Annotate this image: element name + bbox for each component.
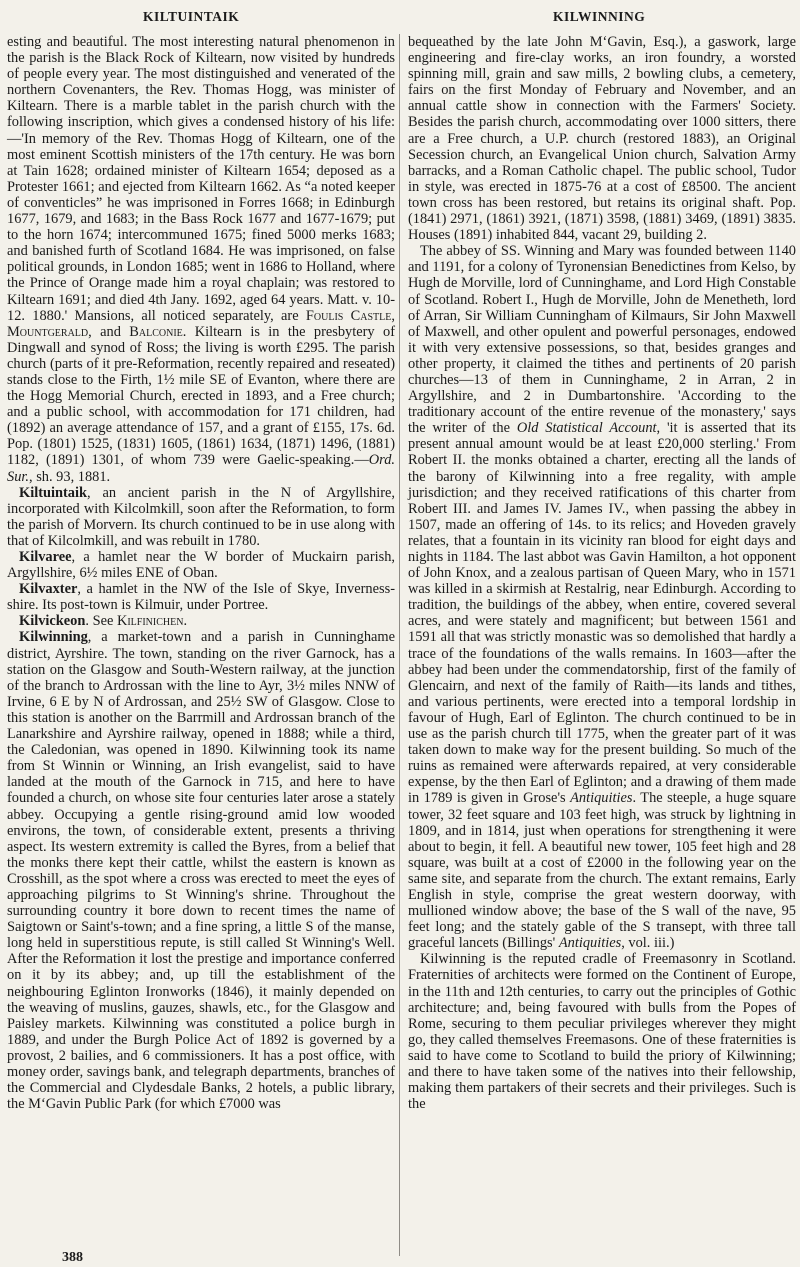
entry-headword: Kilvickeon — [19, 613, 86, 630]
entry-text: , an ancient parish in the N of Argyllshire, incorporated with Kilcolmkill, soon after the Reformation, to form the parish of Morvern. Its church continued to be in use along with that of Kilcolmkill, and was rebuilt in 1780. — [7, 484, 395, 549]
kilwinning-continuation: bequeathed by the late John M‘Gavin, Esq.), a gaswork, large engineering and fire-clay works, an iron foundry, a worsted spinning mill, grain and saw mills, 2 bowling clubs, a cemetery, fairs on the first Monday of February and November, and an annual cattle show in connection with the Farmers' Society. Besides the parish church, accommodating over 1000 sitters, there are a Free church, a U.P. church (restored 1883), an Original Secession church, an Evangelical Union church, Salvation Army barracks, and a Roman Catholic chapel. The public school, Tudor in style, was erected in 1875-76 at a cost of £8500. The ancient town cross has been restored, but retains its original shaft. Pop. (1841) 2971, (1861) 3921, (1871) 3598, (1881) 3469, (1891) 3835. Houses (1891) inhabited 844, vacant 29, building 2. — [408, 34, 796, 244]
billings-antiquities: Antiquities — [558, 935, 622, 952]
entry-kilvaxter — [7, 581, 395, 613]
entry-kilvickeon — [7, 613, 395, 629]
abbey-paragraph — [408, 243, 796, 951]
entry-kilwinning — [7, 629, 395, 1112]
kiltearn-continuation — [7, 34, 395, 485]
entry-text: . — [183, 613, 188, 630]
entry-text: . See — [85, 613, 117, 630]
entry-headword: Kilvaree — [19, 549, 72, 565]
column-divider — [399, 34, 400, 1256]
freemasonry-paragraph: Kilwinning is the reputed cradle of Freemasonry in Scotland. Fraternities of architects were formed on the Continent of Europe, in the 11th and 12th centuries, to carry out the principles of Gothic architecture; and, being favoured with bulls from the Popes of Rome, securing to them peculiar privileges wherever they might go, they called themselves Freemasons. One of these fraternities is said to have come to Scotland to build the priory of Kilwinning; and there to have taken some of the natives into their fellowship, making them partakers of their secrets and their privileges. Such is the — [408, 951, 796, 1113]
ord-sur-tail: , sh. 93, 1881. — [29, 468, 111, 485]
abbey-text: , vol. iii.) — [621, 935, 675, 952]
old-statistical-account: Old Statistical Account — [516, 420, 657, 437]
abbey-text: . The steeple, a huge square tower, 32 feet square and 103 feet high, was struck by lightning in 1809, and in 1814, just when operations for strengthening it were about to begin, it fell. A beautiful new tower, 105 feet high and 28 square, was built at a cost of £2000 in the following year on the same site, and separate from the church. The extant remains, Early English in style, comprise the great western doorway, with mullioned window above; the base of the S wall of the nave, 95 feet long; and the stately gable of the S transept, with three tall graceful lancets (Billings' — [408, 790, 796, 952]
mansion-balconie: Balconie — [129, 323, 183, 340]
entry-headword: Kilvaxter — [19, 581, 78, 598]
cross-reference: Kilfinichen — [116, 613, 184, 630]
mansion-foulis: Foulis Castle — [305, 307, 392, 324]
running-head-right: KILWINNING — [553, 9, 646, 24]
abbey-text: , 'it is asserted that its present annual amount would be at least £20,000 sterling.' From Robert II. the monks obtained a charter, erecting all the lands of the barony of Kilwinning into a free regality, with ample jurisdiction; and they received ratifications of this charter from Robert III. and James IV. James IV., when passing the abbey in 1507, made an offering of 14s. to its relics; and Hoveden gravely relates, that a fountain in its vicinity ran blood for eight days and nights in 1184. The last abbot was Gavin Hamilton, a hot opponent of John Knox, and a zealous partisan of Queen Mary, who in 1571 was killed in a skirmish at Restalrig, near Edinburgh. According to tradition, the buildings of the abbey, when entire, covered several acres, and were stately and magnificent; but between 1561 and 1591 all that was strictly monastic was so demolished that hardly a trace of the foundations of the walls remains. In 1603—after the abbey had been under the commendatorship, first of the family of Glencairn, and next of the family of Raith—its lands and tithes, and various pertinents, were erected into a temporal lordship in favour of Hugh, Earl of Eglinton. The church continued to be in use as the parish church till 1775, when the greater part of it was taken down to make way for the present building. So much of the ruins as remained were afterwards repaired, at very considerable expense, by the then Earl of Eglinton; and a drawing of them made in 1789 is given in Grose's — [408, 420, 796, 807]
entry-headword: Kiltuintaik — [19, 484, 87, 501]
kiltearn-text-end: . Kiltearn is in the presbytery of Dingwall and synod of Ross; the living is worth £295. The parish church (parts of it pre-Reformation, recently repaired and reseated) stands close to the Firth, 1½ mile SE of Evanton, where there are the Hogg Memorial Church, erected in 1893, and a Free church; and a public school, with accommodation for 171 children, had (1892) an average attendance of 157, and a grant of £155, 17s. 6d. Pop. (1801) 1525, (1831) 1605, (1861) 1634, (1871) 1496, (1881) 1182, (1891) 1301, of whom 739 were Gaelic-speaking.— — [7, 323, 395, 469]
right-column — [408, 34, 796, 1112]
entry-text: , a market-town and a parish in Cunninghame district, Ayrshire. The town, standing on the river Garnock, has a station on the Glasgow and South-Western railway, at the junction of the branch to Ardrossan with the line to Ayr, 3½ miles NNW of Irvine, 6 E by N of Ardrossan, and 25½ SW of Glasgow. Close to this station is another on the Barrmill and Ardrossan branch of the Lanarkshire and Ayrshire railway, opened in 1888; while a third, the Caledonian, was opened in 1890. Kilwinning took its name from St Winnin or Winning, an Irish evangelist, said to have landed at the mouth of the Garnock in 715, and here to have founded a church, on whose site four centuries later arose a stately abbey. Occupying a gentle rising-ground amid low wooded environs, the town, of considerable extent, presents a thriving aspect. Its western extremity is called the Byres, from a belief that the monks there kept their cattle, whilst the eastern is known as Crosshill, as the spot where a cross was erected to meet the eyes of approaching pilgrims to St Winning's shrine. Throughout the surrounding country it bore down to recent times the name of Saigtown or Saint's-town; and a fine spring, a little S of the manse, long held in superstitious repute, is still called St Winning's Well. After the Reformation it lost the prestige and importance conferred on it by its abbey; and, up till the establishment of the neighbouring Eglinton Ironworks (1846), it mainly depended on the weaving of muslins, gauzes, shawls, etc., for the Glasgow and Paisley markets. Kilwinning was constituted a police burgh in 1889, and under the Burgh Police Act of 1892 is governed by a provost, 2 bailies, and 6 commissioners. It has a post office, with money order, savings bank, and telegraph departments, branches of the Commercial and Clydesdale Banks, 2 hotels, a public library, the M‘Gavin Public Park (for which £7000 was — [7, 629, 395, 1113]
entry-headword: Kilwinning — [19, 629, 88, 646]
ord-sur-ref: Ord. Sur. — [7, 452, 395, 485]
sep: , and — [88, 323, 130, 340]
abbey-text: The abbey of SS. Winning and Mary was founded between 1140 and 1191, for a colony of Tyronensian Benedictines from Kelso, by Hugh de Morville, lord of Cunninghame, and Lord High Constable of Scotland. Robert I., Hugh de Morville, John de Menetheth, lord of Arran, Sir William Cunningham of Kilmaurs, Sir John Maxwell of Maxwell, and other opulent and powerful personages, endowed it with very extensive possessions, so that, besides granges and other property, it claimed the tithes and pertinents of 20 parish churches—13 of them in Cunninghame, 2 in Arran, 2 in Argyllshire, and 2 in Dumbartonshire. 'According to the traditionary account of the entire revenue of the monastery,' says the writer of the — [408, 243, 796, 437]
mansion-mountgerald: Mountgerald — [7, 323, 89, 340]
running-head-left: KILTUINTAIK — [143, 9, 240, 24]
entry-kilvaree — [7, 549, 395, 581]
kiltearn-text: esting and beautiful. The most interesting natural phenomenon in the parish is the Black Rock of Kiltearn, now visited by hundreds of people every year. The most distinguished and venerated of the northern Covenanters, the Rev. Thomas Hogg, was minister of Kiltearn. There is a marble tablet in the parish church with the following inscription, which gives a condensed history of his life:—'In memory of the Rev. Thomas Hogg of Kiltearn, one of the most eminent Scottish ministers of the 17th century. He was born at Tain 1628; ordained minister of Kiltearn 1654; deposed as a Protester 1661; and ejected from Kiltearn 1662. As “a noted keeper of conventicles” he was imprisoned in Forres 1668; in Edinburgh 1677, 1679, and 1683; in the Bass Rock 1677 and 1677-1679; put to the horn 1674; intercommuned 1675; fined 5000 merks 1683; and banished furth of Scotland 1684. He was imprisoned, on false political grounds, in London 1685; went in 1686 to Holland, where the Prince of Orange made him a royal chaplain; was restored to Kiltearn 1691; and died 4th Jany. 1692, aged 64 years. Matt. v. 10-12. 1880.' Mansions, all noticed separately, are — [7, 34, 395, 324]
left-column — [7, 34, 395, 1112]
sep: , — [391, 307, 395, 324]
entry-kiltuintaik — [7, 485, 395, 549]
entry-text: , a hamlet in the NW of the Isle of Skye, Inverness-shire. Its post-town is Kilmuir, under Portree. — [7, 581, 395, 614]
grose-antiquities: Antiquities — [570, 790, 633, 807]
entry-text: , a hamlet near the W border of Muckairn parish, Argyllshire, 6½ miles ENE of Oban. — [7, 549, 395, 582]
page-number: 388 — [62, 1250, 83, 1265]
